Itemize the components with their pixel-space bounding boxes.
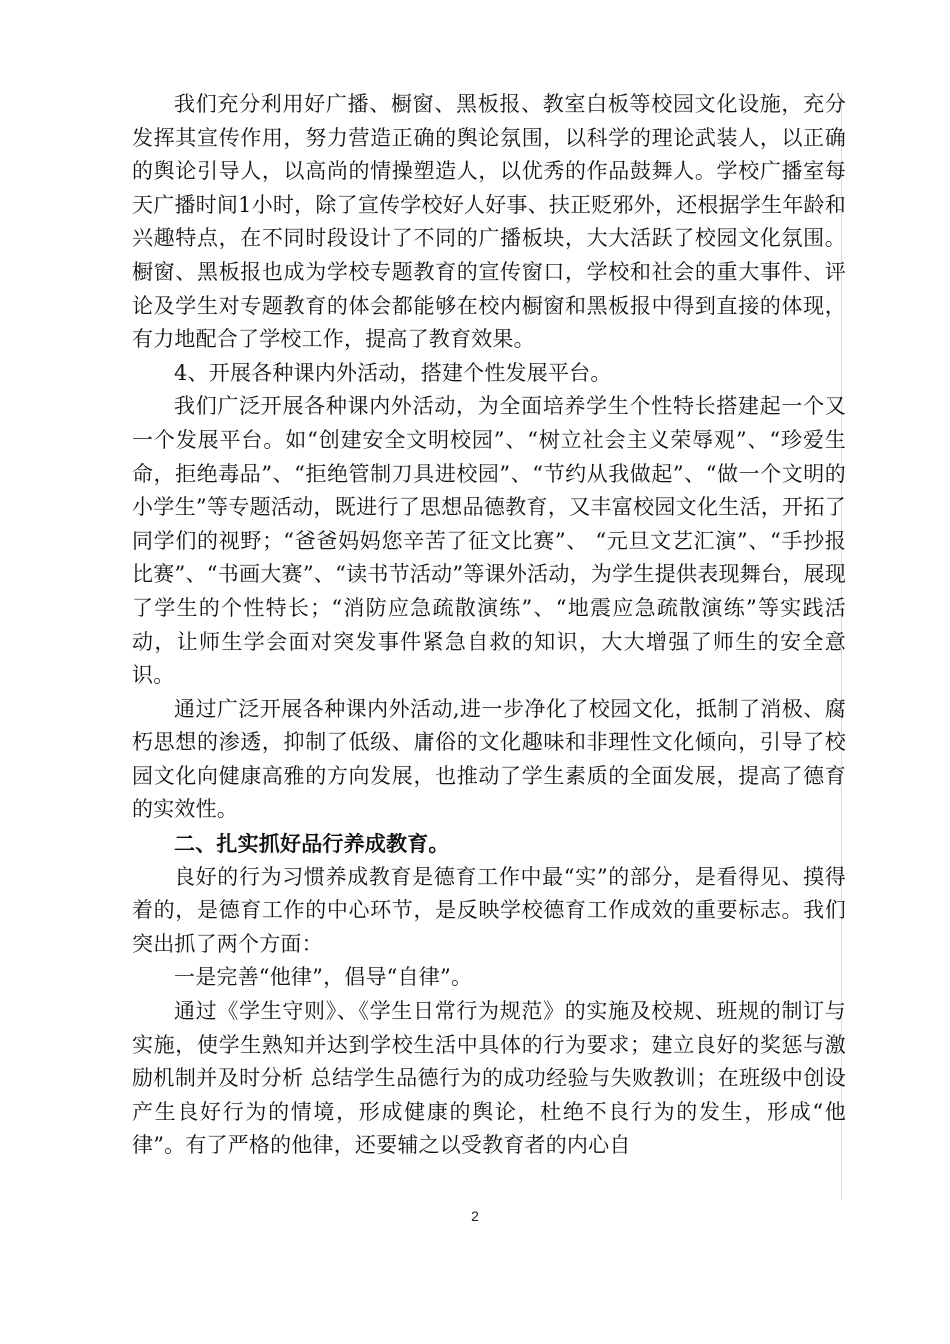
paragraph-habit-education: 良好的行为习惯养成教育是德育工作中最“实”的部分，是看得见、摸得着的，是德育工作的中心环节，是反映学校德育工作成效的重要标志。我们突出抓了两个方面：: [132, 864, 846, 956]
document-body: [132, 88, 846, 1163]
paragraph-activities: 我们广泛开展各种课内外活动，为全面培养学生个性特长搭建起一个又一个发展平台。如“创建安全文明校园”、“树立社会主义荣辱观”、“珍爱生命，拒绝毒品”、“拒绝管制刀具进校园”、“节约从我做起”、“做一个文明的小学生”等专题活动，既进行了思想品德教育，又丰富校园文化生活，开拓了同学们的视野；“爸爸妈妈您辛苦了征文比赛”、 “元旦文艺汇演”、“手抄报比赛”、“书画大赛”、“读书节活动”等课外活动，为学生提供表现舞台，展现了学生的个性特长；“消防应急疏散演练”、“地震应急疏散演练”等实践活动，让师生学会面对突发事件紧急自救的知识，大大增强了师生的安全意识。: [132, 394, 846, 688]
subheading-discipline: 一是完善“他律”，倡导“自律”。: [174, 965, 473, 990]
paragraph-activities-effect: 通过广泛开展各种课内外活动,进一步净化了校园文化，抵制了消极、腐朽思想的渗透，抑制了低级、庸俗的文化趣味和非理性文化倾向，引导了校园文化向健康高雅的方向发展，也推动了学生素质的全面发展，提高了德育的实效性。: [132, 696, 846, 822]
page-number: 2: [471, 1208, 479, 1224]
paragraph-discipline: 通过《学生守则》、《学生日常行为规范》的实施及校规、班规的制订与实施，使学生熟知并达到学校生活中具体的行为要求；建立良好的奖惩与激励机制并及时分析 总结学生品德行为的成功经验与失败教训；在班级中创设产生良好行为的情境，形成健康的舆论，杜绝不良行为的发生，形成“他律”。有了严格的他律，还要辅之以受教育者的内心自: [132, 999, 846, 1158]
heading-activities: 4、开展各种课内外活动，搭建个性发展平台。: [174, 360, 612, 385]
section-heading-conduct: 二、扎实抓好品行养成教育。: [174, 831, 450, 857]
paragraph-campus-facilities: 我们充分利用好广播、橱窗、黑板报、教室白板等校园文化设施，充分发挥其宣传作用，努力营造正确的舆论氛围，以科学的理论武装人，以正确的舆论引导人，以高尚的情操塑造人，以优秀的作品鼓舞人。学校广播室每天广播时间1小时，除了宣传学校好人好事、扶正贬邪外，还根据学生年龄和兴趣特点，在不同时段设计了不同的广播板块，大大活跃了校园文化氛围。橱窗、黑板报也成为学校专题教育的宣传窗口，学校和社会的重大事件、评论及学生对专题教育的体会都能够在校内橱窗和黑板报中得到直接的体现，有力地配合了学校工作，提高了教育效果。: [132, 92, 846, 352]
